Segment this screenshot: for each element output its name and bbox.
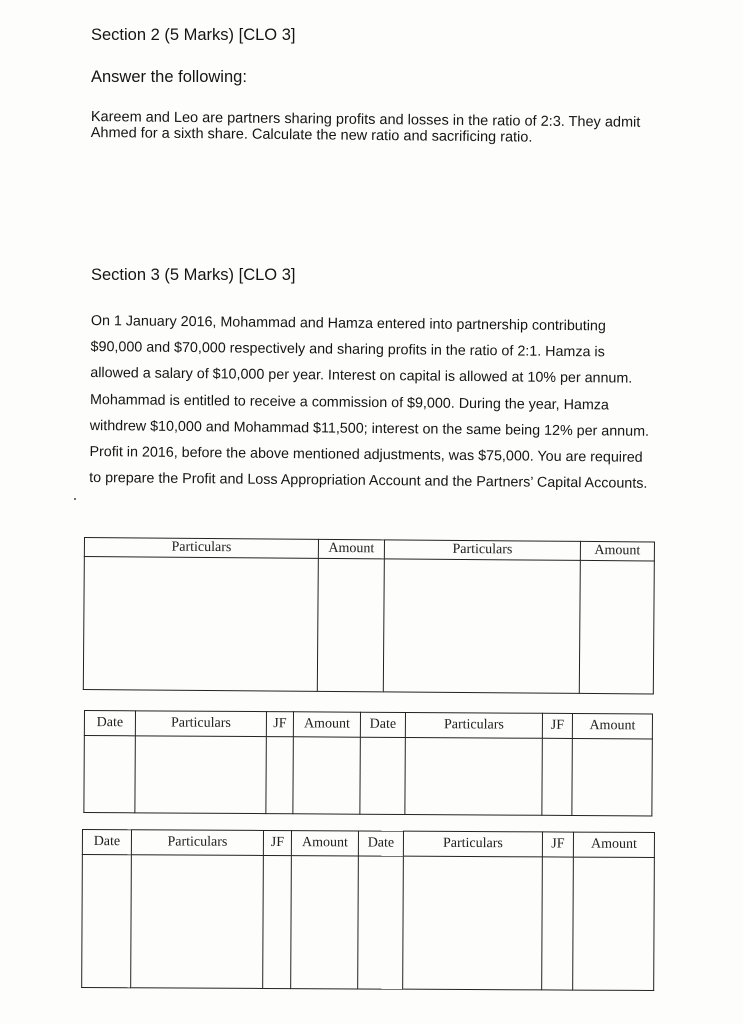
answer-cell[interactable] — [291, 856, 359, 989]
column-header-particulars: Particulars — [84, 538, 318, 559]
column-header-amount: Amount — [291, 831, 358, 856]
capital-account-table-1 — [83, 710, 653, 816]
answer-cell[interactable] — [135, 736, 266, 814]
column-header-jf: JF — [542, 832, 573, 857]
column-header-date: Date — [360, 712, 405, 737]
section-2-question: Kareem and Leo are partners sharing profits and losses in the ratio of 2:3. They admit Ahmed for a sixth share. Calculate the new ratio and sacrificing ratio. — [90, 109, 641, 146]
answer-row — [82, 855, 655, 991]
table-header-row — [82, 830, 654, 858]
answer-cell[interactable] — [131, 855, 264, 989]
column-header-particulars: Particulars — [405, 712, 542, 738]
section-2-instruction: Answer the following: — [91, 68, 247, 86]
column-header-amount: Amount — [572, 713, 652, 738]
answer-row — [84, 736, 652, 816]
column-header-jf: JF — [263, 830, 291, 855]
answer-cell[interactable] — [266, 737, 293, 814]
column-header-amount: Amount — [293, 712, 360, 737]
column-header-particulars: Particulars — [135, 711, 266, 737]
answer-cell[interactable] — [317, 558, 384, 692]
capital-account-table-2 — [81, 829, 655, 991]
answer-cell[interactable] — [360, 737, 405, 814]
column-header-jf: JF — [266, 712, 293, 737]
stray-mark — [74, 498, 76, 500]
section-2-heading: Section 2 (5 Marks) [CLO 3] — [91, 26, 296, 44]
appropriation-account-table — [83, 537, 655, 694]
column-header-date: Date — [84, 711, 135, 736]
answer-cell[interactable] — [573, 857, 655, 990]
column-header-particulars: Particulars — [131, 830, 263, 856]
column-header-jf: JF — [542, 713, 572, 738]
column-header-particulars: Particulars — [403, 831, 542, 857]
answer-cell[interactable] — [83, 557, 318, 692]
column-header-amount: Amount — [573, 832, 654, 857]
section-3-question: On 1 January 2016, Mohammad and Hamza entered into partnership contributing $90,000 and $70,000 respectively and sharing profits in the ratio of 2:1. Hamza is allowed a salary of $10,000 per year. Interest on capital is allowed at 10% per annum. Mohammad is entitled to receive a commission of $9,000. During the year, Hamza withdrew $10,000 and Mohammad $11,500; interest on the same being 12% per annum. Profit in 2016, before the above mentioned adjustments, was $75,000. You are required to prepare the Profit and Loss Appropriation Account and the Partners’ Capital Accounts. — [89, 312, 650, 493]
answer-row — [83, 557, 654, 694]
answer-cell[interactable] — [572, 738, 652, 815]
answer-cell[interactable] — [542, 738, 572, 815]
column-header-particulars: Particulars — [384, 540, 580, 561]
column-header-amount: Amount — [318, 539, 384, 559]
answer-cell[interactable] — [405, 737, 542, 815]
table-header-row — [84, 711, 652, 739]
answer-cell[interactable] — [358, 856, 404, 989]
column-header-date: Date — [82, 830, 131, 855]
section-3-heading: Section 3 (5 Marks) [CLO 3] — [91, 266, 296, 284]
answer-cell[interactable] — [579, 560, 654, 694]
answer-cell[interactable] — [542, 857, 574, 990]
column-header-amount: Amount — [580, 541, 654, 561]
column-header-date: Date — [358, 831, 403, 856]
answer-cell[interactable] — [403, 856, 543, 990]
answer-cell[interactable] — [383, 559, 580, 694]
answer-cell[interactable] — [293, 737, 360, 814]
answer-cell[interactable] — [84, 736, 135, 813]
answer-cell[interactable] — [263, 855, 292, 988]
answer-cell[interactable] — [82, 855, 132, 988]
